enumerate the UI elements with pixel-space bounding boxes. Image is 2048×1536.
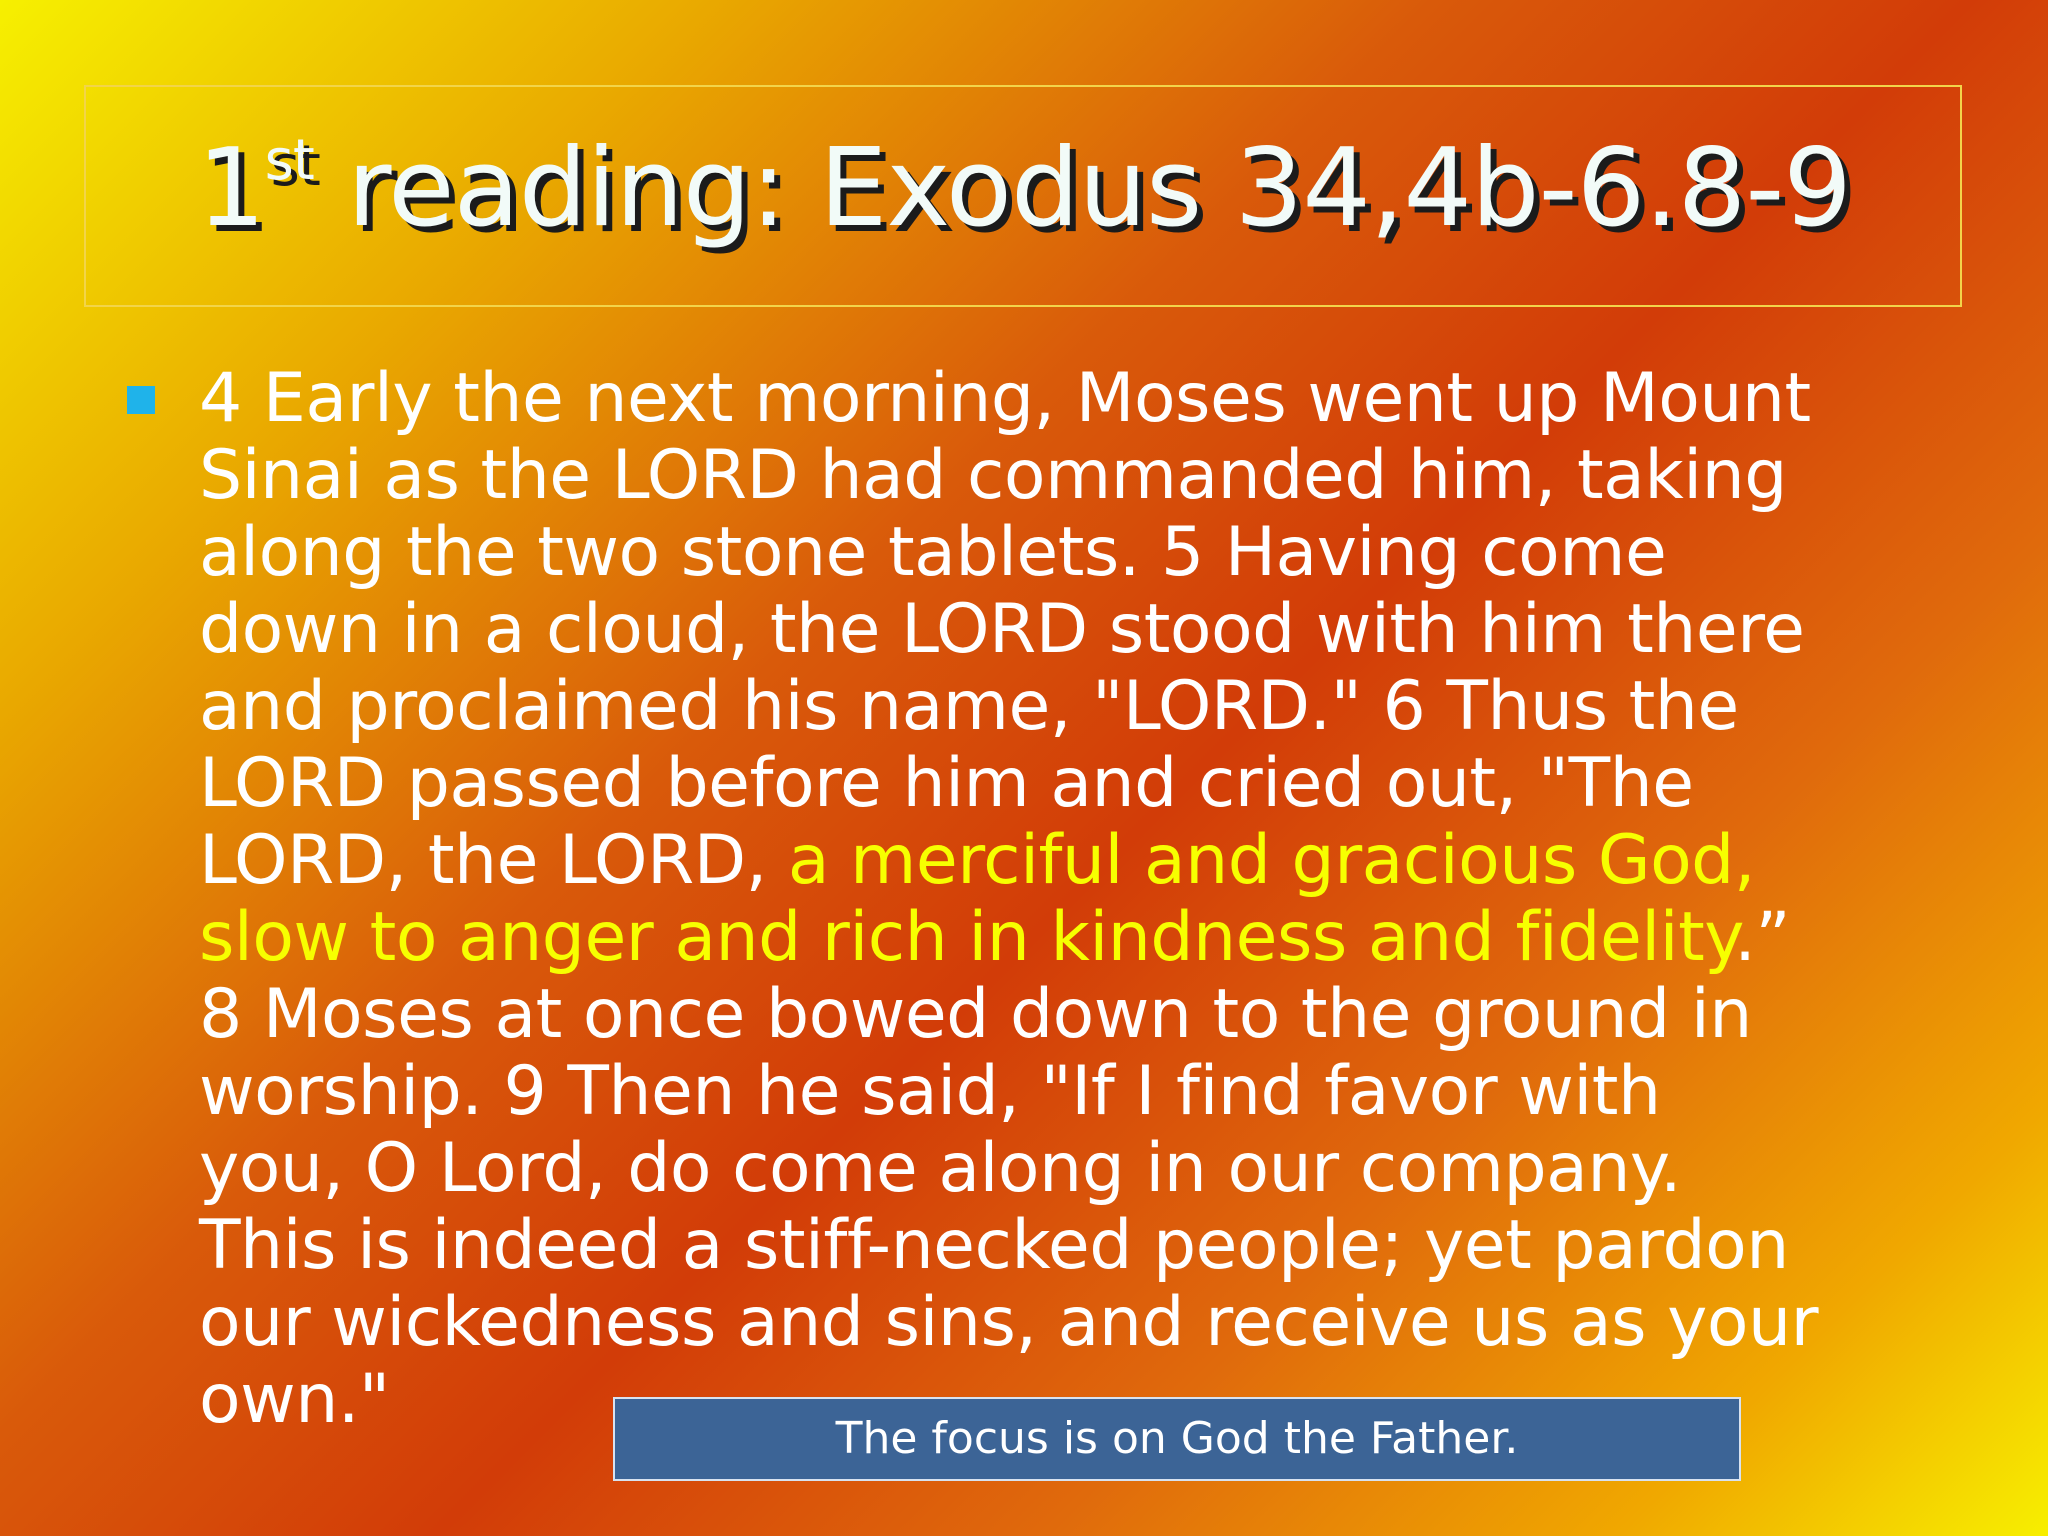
title-number: 1 [196,126,265,251]
passage-line-text: 8 Moses at once bowed down to the ground in [199,975,1752,1054]
passage-line-text: 4 Early the next morning, Moses went up Mount [199,359,1811,438]
passage-line [199,822,1919,899]
passage-line-text: LORD, the LORD, [199,821,788,900]
passage-line [199,1053,1919,1130]
passage-line-text: along the two stone tablets. 5 Having come [199,513,1667,592]
focus-callout-box: The focus is on God the Father. [613,1397,1741,1481]
passage-line-text: you, O Lord, do come along in our company. [199,1129,1682,1208]
passage-line [199,1284,1919,1361]
passage-line-text: worship. 9 Then he said, "If I find favor with [199,1052,1661,1131]
slide-title [0,126,2048,251]
title-ordinal-suffix: st [264,128,314,193]
passage-line-text: This is indeed a stiff-necked people; yet pardon [199,1206,1789,1285]
title-text: reading: Exodus 34,4b-6.8-9 [313,126,1852,251]
highlighted-text: a merciful and gracious God, [787,821,1755,900]
passage-line [199,745,1919,822]
passage-line [199,514,1919,591]
passage-line [199,437,1919,514]
passage-line-text: .” [1734,898,1791,977]
passage-line-text: own." [199,1360,390,1439]
passage-line-text: and proclaimed his name, "LORD." 6 Thus the [199,667,1739,746]
square-bullet-icon [127,386,155,414]
passage-line [199,976,1919,1053]
passage-line-text: our wickedness and sins, and receive us as your [199,1283,1819,1362]
passage-line [199,1130,1919,1207]
passage-line [199,899,1919,976]
passage-line [199,668,1919,745]
passage-line [199,591,1919,668]
highlighted-text: slow to anger and rich in kindness and fidelity [199,898,1735,977]
passage-line [199,1207,1919,1284]
passage-line-text: Sinai as the LORD had commanded him, taking [199,436,1787,515]
reading-passage [199,360,1919,1438]
passage-line [199,360,1919,437]
passage-line-text: down in a cloud, the LORD stood with him there [199,590,1805,669]
passage-line-text: LORD passed before him and cried out, "The [199,744,1694,823]
